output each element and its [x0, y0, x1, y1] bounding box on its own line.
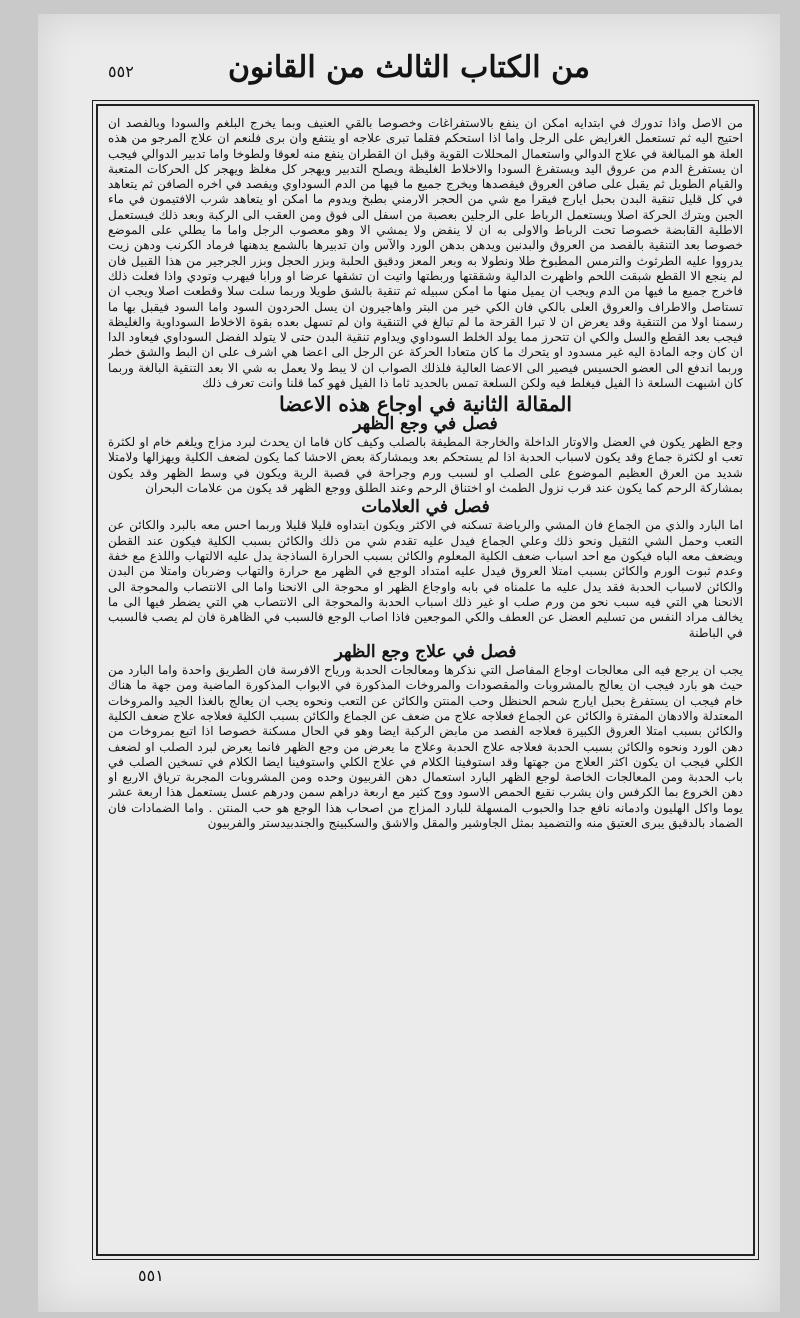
body-paragraph: وجع الظهر يكون في العضل والاوتار الداخلة والخارجة المطيفة بالصلب وكيف كان فاما ان يحدث لبرد مزاج ويلغم خام او لكثرة تعب او لكثرة جماع وقد يكون لاسباب الحدبة اذا لم يستحكم بعد ويمشاركة بعض الاحشا كما يكون لضعف الكلية ويهزالها ولامتلا شديد من العرق العظيم الموضوع على الصلب او لسبب ورم وجراحة في قصبة الرية ويكون في وسط الظهر وقد يكون بمشاركة الرحم كما يكون عند قرب نزول الطمث او اختناق الرحم وعند الطلق ووجع الظهر قد يكون من علامات البحران — [108, 434, 743, 495]
section-heading: فصل في وجع الظهر — [353, 413, 498, 434]
page-number: ٥٥٢ — [108, 62, 134, 81]
text-body — [108, 116, 743, 1244]
body-paragraph: اما البارد والذي من الجماع فان المشي والرياضة تسكنه في الاكثر ويكون ابتداوه قليلا قليلا وربما احس معه بالبرد والكائن عن التعب وحمل الشي الثقيل ونحو ذلك وعلي الجماع فيدل عليه تقدم شي من ذلك والكائن بسبب الكلية فيكون عند القطن ويضعف معه الباه فيكون مع احد اسباب ضعف الكلية المعلوم والكائن بسبب الحرارة الساذجة يدل عليه الالتهاب واللذع مع خفة وعدم ثبوت الورم والكائن بسبب امتلا العروق فيدل عليه امتداد الوجع في الظهر مع حرارة والتهاب وضربان وامتلا من البدن والكائن لاسباب الحدبة فقد يدل عليه ما علمناه في بابه واوجاع الظهر او محوجة الى الانحنا واما الى الانتصاب والمحوجة الى الانحنا هي التي فيه سبب نحو من ورم صلب او غير ذلك اسباب الحدبة والمحوجة الى الانتصاب هي التي يضطر فيها الى ما يخالف مراد النفس من تسليم العضل عن العطف والكي الموجعين فاذا اصاب الوجع فالسبب في الظاهرة فان لم يصب فالسبب في الباطنة — [108, 518, 743, 640]
body-paragraph: يجب ان يرجع فيه الى معالجات اوجاع المفاصل التي نذكرها ومعالجات الحدبة ورياح الافرسة فان الطريق واحدة واما البارد من حيث هو بارد فيجب ان يعالج بالمشروبات والمقصودات والمروخات المذكورة في الابواب المذكورة الماضية ومن جهة ما هناك خام فيجب ان يستفرغ بحبل ايارج شحم الحنظل وحب المنتن والكائن عن التعب ونحوه يجب ان يعالج بالغذا الجيد والمروخات المعتدلة والادهان المفترة والكائن عن الجماع فعلاجه علاج من ضعف عن الجماع والكائن بسبب الكلية فعلاجه علاج ضعف الكلية والكائن بسبب امتلا العروق الكبيرة فعلاجه الفصد من مابض الركبة ايضا وهو في الحال مسكنة خصوصا اذا اتبع بمروخات من دهن الورد ونحوه والكائن بسبب الحدبة فعلاجه علاج الحدبة وعلاج ما يعرض من وجع الظهر فانما يعرض لبرد الصلب او لضعف الكلي فيجب ان يكون اكثر العلاج من جهتها وقد استوفينا الكلام في علاج الكلي واستوفينا ايضا الكلام في تسخين الصلب في باب الحدبة ومن المعالجات الخاصة لوجع الظهر البارد استعمال دهن الفربيون وحده ومن المشروبات المجربة ترياق الاربع او دهن الخروع بما الكرفس وان يشرب نقيع الحمص الاسود ووج كثير مع اربعة دراهم سمن ودرهم عسل يستعمل هذا اربعة عشر يوما واكل الهليون وادمانه نافع جدا والحبوب المسهلة للبارد المزاج من اصحاب هذا الوجع هو حب المنتن . واما الضمادات فان الضماد بالدقيق يبرى العتيق منه والتضميد بمثل الجاوشير والمقل والاشق والسكبينج والجندبيدستر والفربيون — [108, 663, 743, 831]
section-heading: فصل في العلامات — [361, 497, 490, 518]
page-footer — [38, 1264, 780, 1294]
section-heading: فصل في علاج وجع الظهر — [334, 641, 517, 662]
text-frame — [96, 104, 755, 1256]
section-heading-major: المقالة الثانية في اوجاع هذه الاعضا — [279, 392, 572, 417]
running-header — [38, 44, 780, 104]
signature-number: ٥٥١ — [138, 1266, 164, 1285]
book-page — [38, 14, 780, 1312]
running-title: من الكتاب الثالث من القانون — [227, 50, 590, 85]
body-paragraph: من الاصل واذا تدورك في ابتدايه امكن ان ينفع بالاستفراغات وخصوصا بالقي العنيف وبما يخرج البلغم والسودا وبالفصد ان احتيج اليه ثم تستعمل الغرايض على الرجل واما اذا استحكم فقلما تبرى علاجه او ينتفع وان برى فلنعم ان علاج المرجو من هذه العلة هو المبالغة في علاج الدوالي واستعمال المحللات القوية وقبل ان القطران ينفع منه لعوقا ولطوخا واما تدبير الدوالي فيجب ان يستفرغ الدم من عروق اليد ويستفرغ السودا والاخلاط الغليظة ويصلح التدبير ويهجر كل مغلظ ويهجر كل الحركات المتعبة والقيام الطويل ثم يقبل على صافن العروق فيفصدها ويخرج جميع ما فيها من الدم السوداوي ويفصد في اخره الصافن ثم يتعاهد في كل قليل تنقية البدن بحبل ايارج فيقرا مع شي من الحجر الارمني بطبخ ويدوم ما امكن او يتعاهد شرب الافتيمون في ماء الجبن ويترك الحركة اصلا ويستعمل الرباط على الرجلين بعصبة من اسفل الى فوق ومن العقب الى الركبة وبعد ذلك فيستعمل الاطلية القابضة خصوصا تحت الرباط والاولى به ان لا ينفض ولا يمشي الا وهو معصوب الرجل واما ما يطلي على الموضع خصوصا بعد التنقية بالفصد من العروق والبدنين ويدهن بدهن الورد والآس وان تدبيرها بالشمع يدهنها فرماد الكرنب ودهن زيت يدرووا عليه الطرثوث والترمس المطبوخ طلا ونطولا به وبعر المعز ودقيق الحلبة وبزر الحجل وبزر الجرجير من هذا القبيل فان لم ينجع الا القطع شبقت اللحم واظهرت الدالية وشققتها وربطتها واتيت ان تشقها عرضا او ورابا فيهرب وتودي واذا فعلت ذلك فاخرج جميع ما فيها من الدم ويجب ان يميل منها ما امكن سبيله ثم تنقية بالشق طويلا وربما سلت سلا وقطعت اصلا ويجب ان تستاصل والاطراف والعروق العلى بالكي فان الكي خير من البتر واهاجيرون ان يسل الحردون السود واما السود فيقبل بها ما رسمنا اولا من التنقية وقد يعرض ان لا تبرا القرحة ما لم تبالغ في التنقية وان لم تسهل بعده بقوة الاخلاط السوداوية والغليظة فيجب بعد القطع والسل والكي ان تتحرز مما يولد الخلط السوداوي ويداوم تنقية البدن حتى لا يتولد الفضل السوداوي فيعاود الدا ان كان وجه المادة اليه غير مسدود او يتحرك ما كان متعادا الحركة عن الرجل الى اعضا هي اشرف على ان البط والشق خطر وربما اندفع الى العضو الحسيس فيصير الى الاعضا العالية فلذلك الصواب ان لا يبط ولا يعمل به شي الا بعد التنقية البالغة وربما كان اشبهت السلعة ذا الفيل فيغلط فيه ولكن السلعة تمس بالحديد ثاما ذا الفيل فهو كما قلنا وانت تعرف ذلك — [108, 116, 743, 391]
